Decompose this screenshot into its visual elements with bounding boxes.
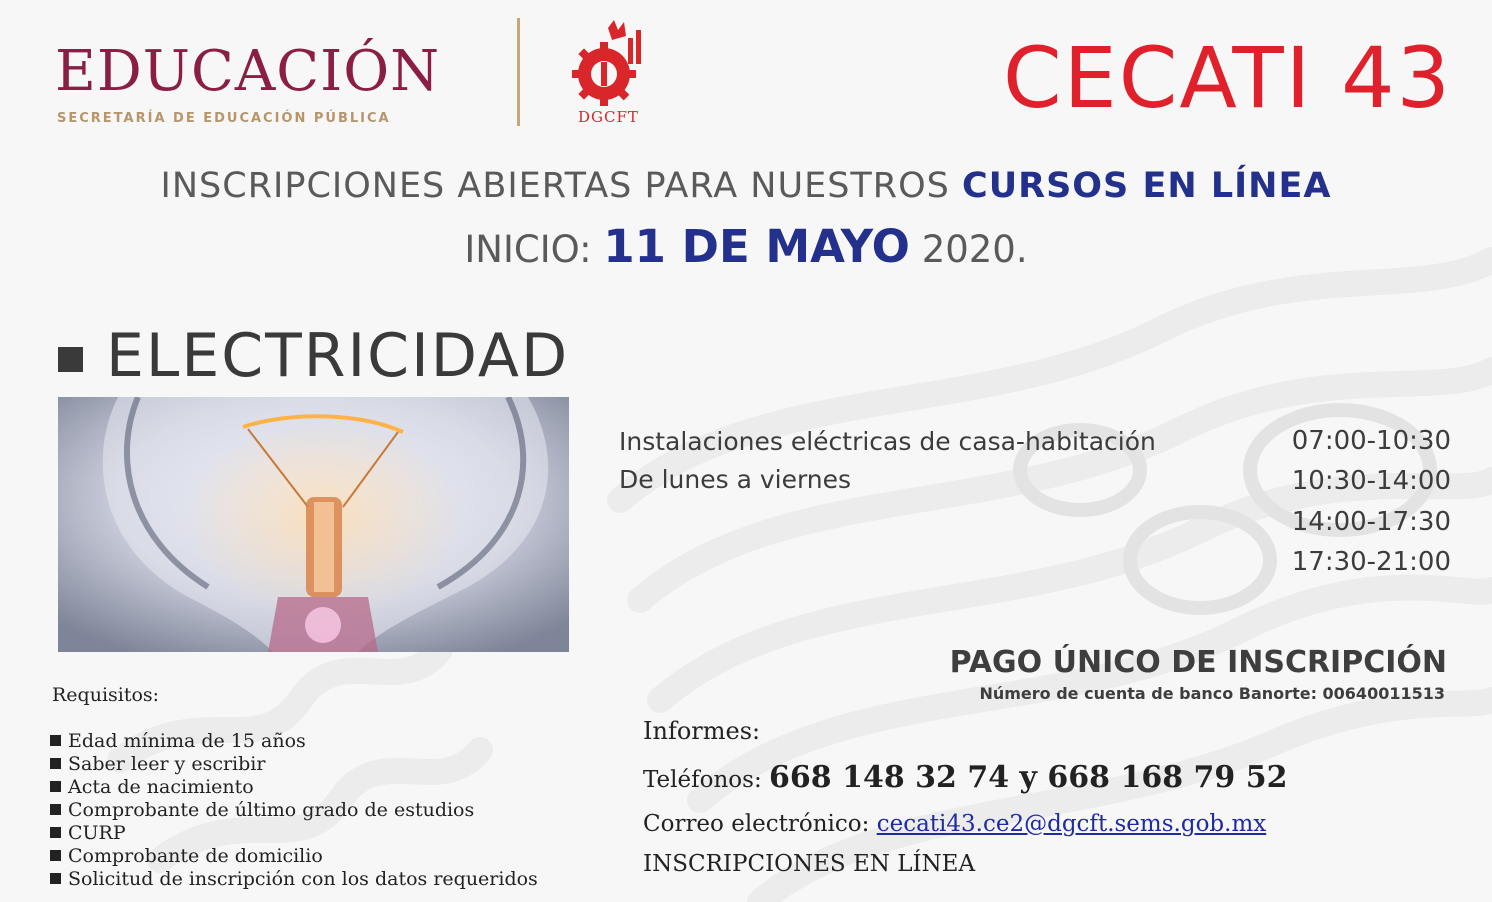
dgcft-label: DGCFT <box>578 108 639 126</box>
email-label: Correo electrónico: <box>643 811 870 837</box>
course-days: De lunes a viernes <box>619 465 852 494</box>
list-item: Acta de nacimiento <box>50 776 538 799</box>
list-item: Comprobante de domicilio <box>50 845 538 868</box>
start-date: 11 DE MAYO <box>603 220 910 273</box>
list-item: Solicitud de inscripción con los datos requeridos <box>50 868 538 891</box>
list-item: CURP <box>50 822 538 845</box>
start-year: 2020. <box>921 228 1028 271</box>
requirements-list <box>50 730 538 891</box>
schedule-slot: 17:30-21:00 <box>1291 547 1451 577</box>
schedule-slot: 10:30-14:00 <box>1291 466 1451 496</box>
email-line <box>643 811 1266 837</box>
light-bulb-photo <box>58 397 569 652</box>
announcement-highlight: CURSOS EN LÍNEA <box>962 166 1332 206</box>
online-registration: INSCRIPCIONES EN LÍNEA <box>643 851 976 877</box>
center-name: CECATI 43 <box>1003 29 1452 127</box>
education-brand: EDUCACIÓN <box>55 39 441 104</box>
list-item: Comprobante de último grado de estudios <box>50 799 538 822</box>
start-label: INICIO: <box>464 228 592 271</box>
header-divider <box>517 18 520 126</box>
requirements-title: Requisitos: <box>52 684 160 706</box>
announcement-line <box>0 166 1492 206</box>
brand-subtitle: SECRETARÍA DE EDUCACIÓN PÚBLICA <box>57 111 391 126</box>
course-bullet-icon <box>58 347 83 372</box>
bank-account: Número de cuenta de banco Banorte: 00640011513 <box>979 684 1445 703</box>
course-title: ELECTRICIDAD <box>106 321 570 391</box>
schedule-slot: 14:00-17:30 <box>1291 507 1451 537</box>
announcement-prefix: INSCRIPCIONES ABIERTAS PARA NUESTROS <box>160 166 950 206</box>
list-item: Saber leer y escribir <box>50 753 538 776</box>
list-item: Edad mínima de 15 años <box>50 730 538 753</box>
dgcft-gear-logo <box>568 18 654 110</box>
schedule-slot: 07:00-10:30 <box>1291 426 1451 456</box>
start-date-line <box>0 220 1492 273</box>
phones-label: Teléfonos: <box>643 767 762 793</box>
payment-title: PAGO ÚNICO DE INSCRIPCIÓN <box>949 645 1447 680</box>
email-link[interactable]: cecati43.ce2@dgcft.sems.gob.mx <box>876 811 1267 837</box>
phone-numbers: 668 148 32 74 y 668 168 79 52 <box>769 760 1288 795</box>
contact-title: Informes: <box>643 717 761 745</box>
course-name: Instalaciones eléctricas de casa-habitación <box>619 427 1156 456</box>
phones-line <box>643 760 1288 795</box>
